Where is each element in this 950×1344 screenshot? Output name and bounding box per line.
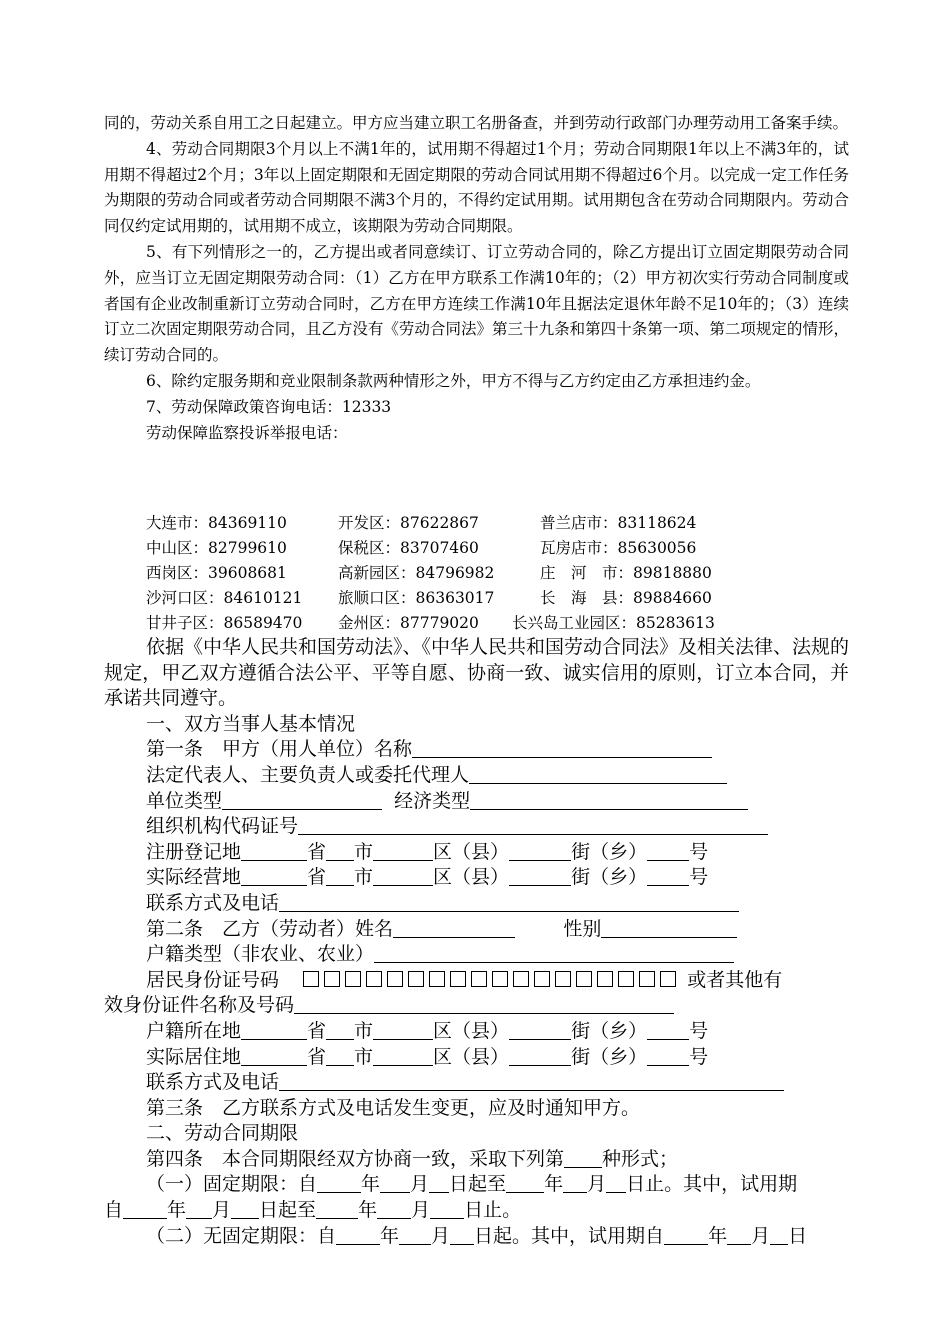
note-paragraph-8: 劳动保障监察投诉举报电话： xyxy=(146,423,348,442)
id-box[interactable] xyxy=(366,971,382,987)
id-box[interactable] xyxy=(639,971,655,987)
contract-body xyxy=(104,635,849,1249)
id-box[interactable] xyxy=(492,971,508,987)
label: 号 xyxy=(689,1045,709,1068)
id-box[interactable] xyxy=(555,971,571,987)
label: 年 xyxy=(544,1173,564,1196)
employer-name-line xyxy=(104,737,849,763)
non-fixed-term-line xyxy=(104,1224,849,1250)
label: 月 xyxy=(587,1173,607,1196)
employee-name-blank[interactable] xyxy=(393,917,515,938)
econ-type-blank[interactable] xyxy=(470,789,748,810)
label: 日止。其中，试用期 xyxy=(626,1173,798,1196)
phone-entry: 甘井子区：86589470 xyxy=(146,614,303,632)
id-box[interactable] xyxy=(534,971,550,987)
blank[interactable] xyxy=(373,1019,433,1040)
label: 月 xyxy=(411,1199,431,1222)
label: 省 xyxy=(307,1045,327,1068)
unit-type-blank[interactable] xyxy=(222,789,382,810)
label: 号 xyxy=(689,1019,709,1042)
blank[interactable] xyxy=(770,1224,788,1245)
blank[interactable] xyxy=(377,1198,411,1219)
phone-entry: 开发区：87622867 xyxy=(338,514,479,532)
employer-name-blank[interactable] xyxy=(412,737,712,758)
blank[interactable] xyxy=(373,840,433,861)
label: 街（乡） xyxy=(571,1019,648,1042)
label: 注册登记地 xyxy=(146,840,242,863)
household-addr-line xyxy=(104,1019,849,1045)
label: 号 xyxy=(689,866,709,889)
phone-entry: 大连市：84369110 xyxy=(146,514,287,532)
id-box[interactable] xyxy=(429,971,445,987)
phone-entry: 普兰店市：83118624 xyxy=(540,514,697,532)
phone-entry: 高新园区：84796982 xyxy=(338,564,495,582)
blank[interactable] xyxy=(647,1045,689,1066)
blank[interactable] xyxy=(326,840,354,861)
contact-blank[interactable] xyxy=(279,891,739,912)
phone-entry: 金州区：87779020 xyxy=(338,614,479,632)
label: 省 xyxy=(307,866,327,889)
contact2-blank[interactable] xyxy=(279,1070,784,1091)
blank[interactable] xyxy=(241,865,307,886)
label: 区（县） xyxy=(433,1019,510,1042)
blank[interactable] xyxy=(326,1045,354,1066)
label: 种形式； xyxy=(602,1147,679,1170)
blank[interactable] xyxy=(123,1198,167,1219)
phone-entry: 沙河口区：84610121 xyxy=(146,589,303,607)
id-number-line xyxy=(104,968,849,994)
residence-line xyxy=(104,1045,849,1071)
blank[interactable] xyxy=(647,865,689,886)
legal-rep-blank[interactable] xyxy=(469,763,727,784)
blank[interactable] xyxy=(317,1172,361,1193)
label: 经济类型 xyxy=(394,789,471,812)
label: 组织机构代码证号 xyxy=(146,815,299,838)
notes-block xyxy=(104,111,849,446)
id-box[interactable] xyxy=(408,971,424,987)
label: （二）无固定期限：自 xyxy=(146,1224,337,1247)
label: 日 xyxy=(788,1224,808,1247)
blank[interactable] xyxy=(506,1172,544,1193)
blank[interactable] xyxy=(316,1198,358,1219)
label: 户籍所在地 xyxy=(146,1019,242,1042)
blank[interactable] xyxy=(606,1172,626,1193)
label: 区（县） xyxy=(433,866,510,889)
household-type-line xyxy=(104,942,849,968)
contact2-line xyxy=(104,1070,849,1096)
label: 市 xyxy=(354,1019,374,1042)
label: 街（乡） xyxy=(571,840,648,863)
phone-entry: 西岗区：39608681 xyxy=(146,564,287,582)
label: 日起。其中，试用期自 xyxy=(474,1224,665,1247)
label: 效身份证件名称及号码 xyxy=(104,994,295,1017)
household-type-blank[interactable] xyxy=(374,942,734,963)
blank[interactable] xyxy=(509,1019,571,1040)
employee-name-line xyxy=(104,917,849,943)
blank[interactable] xyxy=(380,1172,410,1193)
label: 年 xyxy=(361,1173,381,1196)
label: 单位类型 xyxy=(146,789,223,812)
phone-entry: 中山区：82799610 xyxy=(146,539,287,557)
blank[interactable] xyxy=(647,1019,689,1040)
blank[interactable] xyxy=(326,865,354,886)
trial-period-line xyxy=(104,1198,849,1224)
label: 日起至 xyxy=(449,1173,507,1196)
legal-rep-line xyxy=(104,763,849,789)
blank[interactable] xyxy=(727,1224,751,1245)
phone-entry: 保税区：83707460 xyxy=(338,539,479,557)
label: 省 xyxy=(307,1019,327,1042)
form-choice-blank[interactable] xyxy=(564,1147,602,1168)
blank[interactable] xyxy=(241,840,307,861)
label: 区（县） xyxy=(433,840,510,863)
label: 联系方式及电话 xyxy=(146,1071,280,1094)
unit-type-line xyxy=(104,789,849,815)
label: 性别 xyxy=(563,917,602,940)
blank[interactable] xyxy=(509,865,571,886)
label: 年 xyxy=(380,1224,400,1247)
id-box[interactable] xyxy=(576,971,592,987)
blank[interactable] xyxy=(373,865,433,886)
gender-blank[interactable] xyxy=(601,917,737,938)
phone-entry: 旅顺口区：86363017 xyxy=(338,589,495,607)
id-box[interactable] xyxy=(471,971,487,987)
label: 年 xyxy=(358,1199,378,1222)
blank[interactable] xyxy=(186,1198,212,1219)
label: 市 xyxy=(354,866,374,889)
id-other-line xyxy=(104,993,849,1019)
blank[interactable] xyxy=(241,1045,307,1066)
label: 月 xyxy=(751,1224,771,1247)
label: 街（乡） xyxy=(571,1045,648,1068)
note-paragraph-6: 6、除约定服务期和竞业限制条款两种情形之外，甲方不得与乙方约定由乙方承担违约金。 xyxy=(146,371,761,390)
label: 日起至 xyxy=(259,1199,317,1222)
blank[interactable] xyxy=(336,1224,380,1245)
label: 省 xyxy=(307,840,327,863)
note-paragraph-5: 5、有下列情形之一的，乙方提出或者同意续订、订立劳动合同的，除乙方提出订立固定期限劳动合同外，应当订立无固定期限劳动合同：（1）乙方在甲方联系工作满10年的；（2）甲方初次实行劳动合同制度或者国有企业改制重新订立劳动合同时，乙方在甲方连续工作满10年且据法定退休年龄不足10年的；（3）连续订立二次固定期限劳动合同，且乙方没有《劳动合同法》第三十九条和第四十条第一项、第二项规定的情形，续订劳动合同的。 xyxy=(104,242,849,365)
blank[interactable] xyxy=(429,1172,449,1193)
reg-addr-line xyxy=(104,840,849,866)
label: 居民身份证号码 xyxy=(146,968,280,991)
blank[interactable] xyxy=(563,1172,587,1193)
blank[interactable] xyxy=(241,1019,307,1040)
label: 市 xyxy=(354,840,374,863)
label: 第四条 本合同期限经双方协商一致，采取下列第 xyxy=(146,1147,565,1170)
blank[interactable] xyxy=(399,1224,431,1245)
label: 日止。 xyxy=(464,1199,522,1222)
contact-line xyxy=(104,891,849,917)
blank[interactable] xyxy=(450,1224,474,1245)
label: 法定代表人、主要负责人或委托代理人 xyxy=(146,763,470,786)
article-3: 第三条 乙方联系方式及电话发生变更，应及时通知甲方。 xyxy=(146,1096,641,1119)
blank[interactable] xyxy=(647,840,689,861)
phone-entry: 长兴岛工业园区：85283613 xyxy=(512,614,715,632)
label: （一）固定期限：自 xyxy=(146,1173,318,1196)
id-box[interactable] xyxy=(345,971,361,987)
section-heading-2: 二、劳动合同期限 xyxy=(146,1122,299,1145)
note-paragraph-continued: 同的，劳动关系自用工之日起建立。甲方应当建立职工名册备查，并到劳动行政部门办理劳动用工备案手续。 xyxy=(104,114,849,132)
fixed-term-line xyxy=(104,1172,849,1198)
blank[interactable] xyxy=(231,1198,259,1219)
id-box[interactable] xyxy=(597,971,613,987)
blank[interactable] xyxy=(373,1045,433,1066)
id-box[interactable] xyxy=(303,971,319,987)
org-code-line xyxy=(104,814,849,840)
id-box[interactable] xyxy=(387,971,403,987)
blank[interactable] xyxy=(664,1224,708,1245)
label: 实际居住地 xyxy=(146,1045,242,1068)
label: 户籍类型（非农业、农业） xyxy=(146,943,375,966)
id-box[interactable] xyxy=(450,971,466,987)
blank[interactable] xyxy=(430,1198,464,1219)
id-digit-boxes[interactable] xyxy=(303,969,681,991)
label: 月 xyxy=(410,1173,430,1196)
id-box[interactable] xyxy=(513,971,529,987)
label: 区（县） xyxy=(433,1045,510,1068)
article-4-line xyxy=(104,1147,849,1173)
label: 自 xyxy=(104,1199,124,1222)
label: 月 xyxy=(212,1199,232,1222)
blank[interactable] xyxy=(509,840,571,861)
phone-entry: 瓦房店市：85630056 xyxy=(540,539,697,557)
label: 联系方式及电话 xyxy=(146,891,280,914)
phone-entry: 庄 河 市：89818880 xyxy=(540,564,712,582)
label: 第一条 甲方（用人单位）名称 xyxy=(146,738,413,761)
blank[interactable] xyxy=(326,1019,354,1040)
label: 或者其他有 xyxy=(687,968,783,991)
label: 第二条 乙方（劳动者）姓名 xyxy=(146,917,394,940)
id-box[interactable] xyxy=(324,971,340,987)
label: 实际经营地 xyxy=(146,866,242,889)
label: 年 xyxy=(167,1199,187,1222)
label: 市 xyxy=(354,1045,374,1068)
id-box[interactable] xyxy=(660,971,676,987)
label: 月 xyxy=(431,1224,451,1247)
label: 年 xyxy=(708,1224,728,1247)
org-code-blank[interactable] xyxy=(298,814,768,835)
actual-addr-line xyxy=(104,865,849,891)
phone-entry: 长 海 县：89884660 xyxy=(540,589,712,607)
id-other-blank[interactable] xyxy=(294,993,674,1014)
blank[interactable] xyxy=(509,1045,571,1066)
note-paragraph-4: 4、劳动合同期限3个月以上不满1年的，试用期不得超过1个月；劳动合同期限1年以上不满3年的，试用期不得超过2个月；3年以上固定期限和无固定期限的劳动合同试用期不得超过6个月。以完成一定工作任务为期限的劳动合同或者劳动合同期限不满3个月的，不得约定试用期。试用期包含在劳动合同期限内。劳动合同仅约定试用期的，试用期不成立，该期限为劳动合同期限。 xyxy=(104,139,849,236)
section-heading-1: 一、双方当事人基本情况 xyxy=(146,712,356,735)
note-paragraph-7: 7、劳动保障政策咨询电话：12333 xyxy=(146,397,392,416)
intro-paragraph: 依据《中华人民共和国劳动法》、《中华人民共和国劳动合同法》及相关法律、法规的规定，甲乙双方遵循合法公平、平等自愿、协商一致、诚实信用的原则，订立本合同，并承诺共同遵守。 xyxy=(104,636,850,710)
label: 号 xyxy=(689,840,709,863)
label: 街（乡） xyxy=(571,866,648,889)
id-box[interactable] xyxy=(618,971,634,987)
